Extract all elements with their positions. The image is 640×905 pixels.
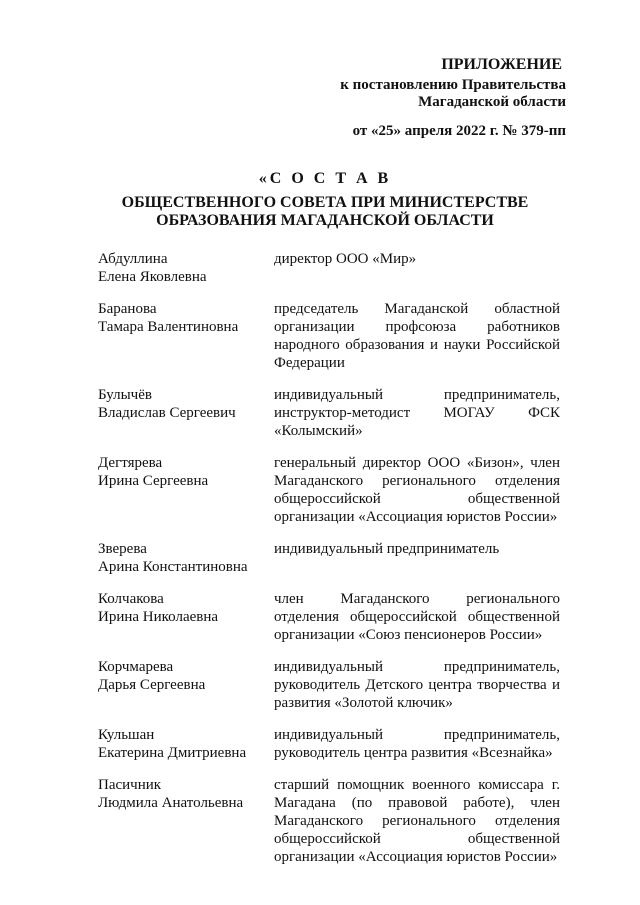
member-row — [98, 540, 560, 576]
member-name — [98, 726, 274, 762]
member-description: индивидуальный предприниматель — [274, 541, 500, 557]
member-description: старший помощник военного комиссара г. Магадана (по правовой работе), член Магаданского регионального отделения общероссийской общественной организации «Ассоциация юристов России» — [274, 777, 560, 865]
member-row — [98, 250, 560, 286]
member-surname: Корчмарева — [98, 659, 174, 675]
member-description: индивидуальный предприниматель, руководитель центра развития «Всезнайка» — [274, 727, 560, 761]
member-surname: Кульшан — [98, 727, 155, 743]
member-row — [98, 776, 560, 866]
member-given-name: Дарья Сергеевна — [98, 677, 206, 693]
appendix-line-2: Магаданской области — [418, 94, 566, 110]
appendix-block — [330, 56, 566, 140]
member-surname: Баранова — [98, 301, 157, 317]
member-surname: Дегтярева — [98, 455, 163, 471]
document-heading — [90, 170, 560, 230]
member-given-name: Ирина Николаевна — [98, 609, 219, 625]
member-surname: Колчакова — [98, 591, 164, 607]
member-surname: Булычёв — [98, 387, 152, 403]
heading-line-2: ОБРАЗОВАНИЯ МАГАДАНСКОЙ ОБЛАСТИ — [156, 212, 494, 229]
member-description: член Магаданского регионального отделения общероссийской общественной организации «Союз пенсионеров России» — [274, 591, 560, 643]
member-description: генеральный директор ООО «Бизон», член Магаданского регионального отделения общероссийской общественной организации «Ассоциация юристов России» — [274, 455, 560, 525]
member-name — [98, 658, 274, 712]
member-name — [98, 300, 274, 372]
member-name — [98, 386, 274, 440]
appendix-title: ПРИЛОЖЕНИЕ — [441, 56, 562, 73]
member-given-name: Елена Яковлевна — [98, 269, 207, 285]
member-name — [98, 454, 274, 526]
member-given-name: Ирина Сергеевна — [98, 473, 209, 489]
member-name — [98, 250, 274, 286]
member-surname: Зверева — [98, 541, 147, 557]
member-given-name: Арина Константиновна — [98, 559, 248, 575]
member-row — [98, 590, 560, 644]
member-row — [98, 454, 560, 526]
member-given-name: Людмила Анатольевна — [98, 795, 244, 811]
member-description: индивидуальный предприниматель, инструктор-методист МОГАУ ФСК «Колымский» — [274, 387, 560, 439]
member-name — [98, 590, 274, 644]
member-row — [98, 658, 560, 712]
member-list — [98, 250, 560, 880]
member-description: индивидуальный предприниматель, руководитель Детского центра творчества и развития «Золотой ключик» — [274, 659, 560, 711]
appendix-date-line: от «25» апреля 2022 г. № 379-пп — [352, 123, 566, 139]
appendix-line-1: к постановлению Правительства — [340, 77, 566, 93]
member-given-name: Владислав Сергеевич — [98, 405, 236, 421]
member-surname: Абдуллина — [98, 251, 168, 267]
member-description: директор ООО «Мир» — [274, 251, 417, 267]
member-row — [98, 386, 560, 440]
member-surname: Пасичник — [98, 777, 162, 793]
member-given-name: Екатерина Дмитриевна — [98, 745, 247, 761]
member-name — [98, 776, 274, 866]
member-name — [98, 540, 274, 576]
member-row — [98, 726, 560, 762]
member-given-name: Тамара Валентиновна — [98, 319, 239, 335]
heading-line-1: ОБЩЕСТВЕННОГО СОВЕТА ПРИ МИНИСТЕРСТВЕ — [121, 194, 529, 211]
member-row — [98, 300, 560, 372]
heading-composition: «С О С Т А В — [258, 170, 392, 187]
member-description: председатель Магаданской областной организации профсоюза работников народного образования и науки Российской Федерации — [274, 301, 560, 371]
